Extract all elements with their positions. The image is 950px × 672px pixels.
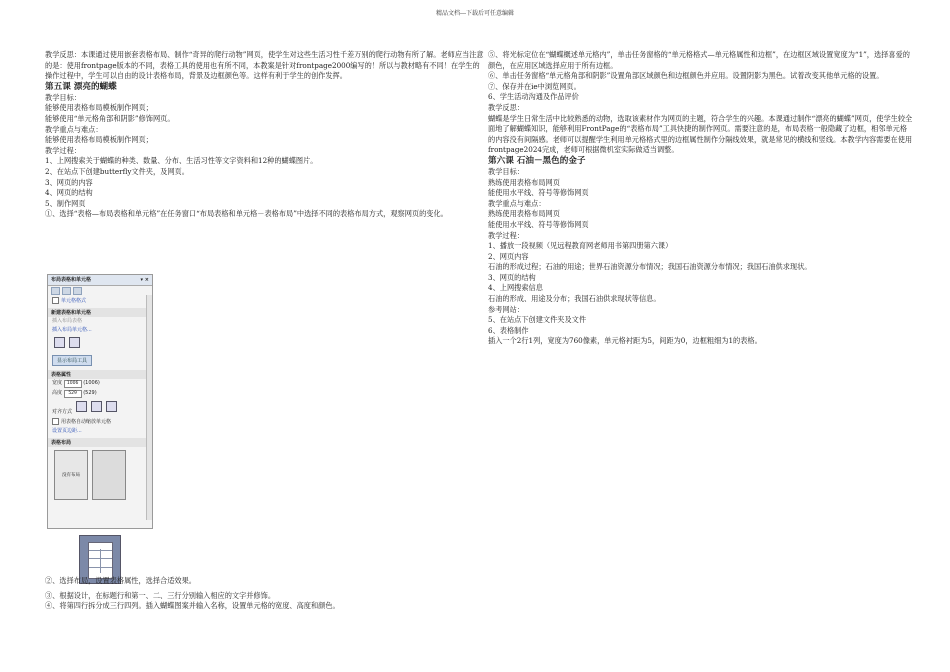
align-label: 对齐方式: [52, 409, 73, 415]
show-layout-tool-button[interactable]: 显示布局工具: [52, 355, 92, 366]
text-line: ③、根据设计，在标题行和第一、二、三行分别输入相应的文字并修饰。: [45, 590, 276, 600]
height-label: 高度: [52, 390, 63, 396]
back-icon[interactable]: [51, 287, 60, 295]
text-line: 3、网页的内容: [45, 177, 93, 187]
align-center-icon[interactable]: [91, 401, 102, 412]
text-line: ④、将第四行拆分成三行四列。插入蝴蝶图案并输入名称，设置单元格的宽度、高度和颜色。: [45, 601, 340, 611]
section-layout: 表格布局: [48, 438, 152, 447]
text-line: 6、学生活动沟通及作品评价: [488, 92, 579, 102]
draw-table-icon[interactable]: [54, 337, 65, 348]
section-new: 新建表格和单元格: [48, 308, 152, 317]
section-props: 表格属性: [48, 370, 152, 379]
pane-toolbar: [48, 286, 152, 296]
draw-cell-icon[interactable]: [69, 337, 80, 348]
text-line: 参考网站：: [488, 304, 524, 314]
text-line: 教学目标：: [45, 92, 81, 102]
width-label: 宽度: [52, 380, 63, 386]
checkbox-icon: [52, 418, 59, 425]
text-line: 蝴蝶是学生日常生活中比较熟悉的动物，选取该素材作为网页的主题，符合学生的兴趣。本课通过制作“漂亮的蝴蝶”网页，使学生较全面地了解蝴蝶知识，能够利用FrontPage的“表格布局”工具快捷的制作网页。需要注意的是，布局表格一般隐藏了边框，相邻单元格的内容没有间隔感。老师可以提醒学生利用单元格格式里的边框属性制作分隔线效果，就是常见的横线和竖线。本教学内容需要在使用frontpage2024完成，老师可根据微机室实际做适当调整。: [488, 113, 913, 155]
text-line: 3、网页的结构: [488, 272, 536, 282]
align-left-icon[interactable]: [76, 401, 87, 412]
text-line: ⑥、单击任务窗格“单元格角部和阴影”设置角部区域颜色和边框颜色并应用。设置阴影为黑色。试着改变其他单元格的设置。: [488, 71, 884, 81]
text-line: 1、播放一段视频（见远程教育网老师用书第四册第六课）: [488, 241, 673, 251]
cell-format-option[interactable]: 单元格格式: [48, 296, 152, 306]
height-input[interactable]: 529: [64, 390, 82, 398]
text-line: 5、制作网页: [45, 198, 86, 208]
text-line: ⑦、保存并在ie中浏览网页。: [488, 81, 581, 91]
text-line: 教学重点与难点：: [45, 124, 103, 134]
text-line: 1、上网搜索关于蝴蝶的种类、数量、分布、生活习性等文字资料和12种的蝴蝶图片。: [45, 156, 318, 166]
lesson5-title: 第五课 漂亮的蝴蝶: [45, 81, 117, 92]
text-line: 教学反思：: [488, 102, 524, 112]
text-line: 5、在站点下创建文件夹及文件: [488, 315, 587, 325]
text-line: 石油的形成、用途及分布；我国石油供求现状等信息。: [488, 294, 661, 304]
text-line: 能使用水平线、符号等修饰网页: [488, 188, 589, 198]
text-line: 2、在站点下创建butterfly文件夹，及网页。: [45, 166, 189, 176]
text-line: 熟练使用表格布局网页: [488, 177, 560, 187]
text-line: 教学过程：: [488, 230, 524, 240]
left-bottom: [45, 576, 485, 612]
text-line: 4、上网搜索信息: [488, 283, 543, 293]
insert-cell-link[interactable]: 插入布局单元格...: [52, 327, 92, 333]
reflection-paragraph: 教学反思：本课通过使用嵌套表格布局、制作“奇异的爬行动物”网页，使学生对这些生活习性千差万别的爬行动物有所了解。老师应当注意的是：使用frontpage版本的不同，表格工具的使用也有所不同，本教案是针对frontpage2000编写的！所以与教材略有不同！在学生的操作过程中，学生可以自由的设计表格布局，背景及边框颜色等。这样有利于学生的创作发挥。: [45, 50, 484, 81]
auto-scale-option[interactable]: 用表格自动缩放单元格: [48, 417, 152, 427]
pane-title: 布局表格和单元格: [51, 277, 92, 283]
text-line: ①、选择“表格—布局表格和单元格”在任务窗口“布局表格和单元格－表格布局”中选择不同的表格布局方式，观察网页的变化。: [45, 209, 448, 219]
width-hint: (1006): [83, 380, 100, 386]
text-line: ⑤、将光标定位在“蝴蝶概述单元格内”，单击任务窗格的“单元格格式—单元格属性和边框”，在边框区域设置宽度为“1”，选择喜爱的颜色，在应用区域选择应用于所有边框。: [488, 50, 910, 70]
layout-option[interactable]: [92, 450, 126, 500]
page-header: 精品文档---下载后可任意编辑: [435, 10, 515, 17]
text-line: 4、网页的结构: [45, 188, 93, 198]
left-column: [45, 50, 485, 220]
home-icon[interactable]: [73, 287, 82, 295]
text-line: 石油的形成过程；石油的用途；世界石油资源分布情况；我国石油资源分布情况；我国石油供求现状。: [488, 262, 812, 272]
text-line: 熟练使用表格布局网页: [488, 209, 560, 219]
pane-scrollbar[interactable]: [146, 295, 152, 520]
layout-tables-task-pane: [47, 274, 153, 529]
align-right-icon[interactable]: [106, 401, 117, 412]
text-line: 教学重点与难点：: [488, 198, 546, 208]
pane-title-bar: [48, 275, 152, 286]
lesson6-title: 第六课 石油－黑色的金子: [488, 155, 586, 166]
insert-table-link[interactable]: 插入布局表格: [52, 318, 83, 324]
no-layout-option[interactable]: 没有布局: [54, 450, 88, 500]
text-line: ②、选择布局，设置表格属性，选择合适效果。: [45, 576, 196, 585]
height-hint: (529): [83, 390, 97, 396]
text-line: 2、网页内容: [488, 251, 529, 261]
width-input[interactable]: 1006: [64, 380, 82, 388]
close-icon[interactable]: ▾ ×: [140, 277, 149, 283]
checkbox-icon: [52, 297, 59, 304]
right-column: [488, 50, 913, 347]
text-line: 能使用水平线、符号等修饰网页: [488, 219, 589, 229]
text-line: 插入一个2行1列，宽度为760像素，单元格衬距为5，间距为0，边框粗细为1的表格。: [488, 336, 762, 346]
text-line: 教学过程：: [45, 145, 81, 155]
text-line: 能够使用“单元格角部和阴影”修饰网页。: [45, 113, 175, 123]
text-line: 教学目标：: [488, 166, 524, 176]
forward-icon[interactable]: [62, 287, 71, 295]
text-line: 6、表格制作: [488, 325, 529, 335]
text-line: 能够使用表格布局模板制作网页；: [45, 135, 153, 145]
text-line: 能够使用表格布局模板制作网页；: [45, 103, 153, 113]
set-margins-link[interactable]: 设置页边距...: [52, 428, 82, 434]
